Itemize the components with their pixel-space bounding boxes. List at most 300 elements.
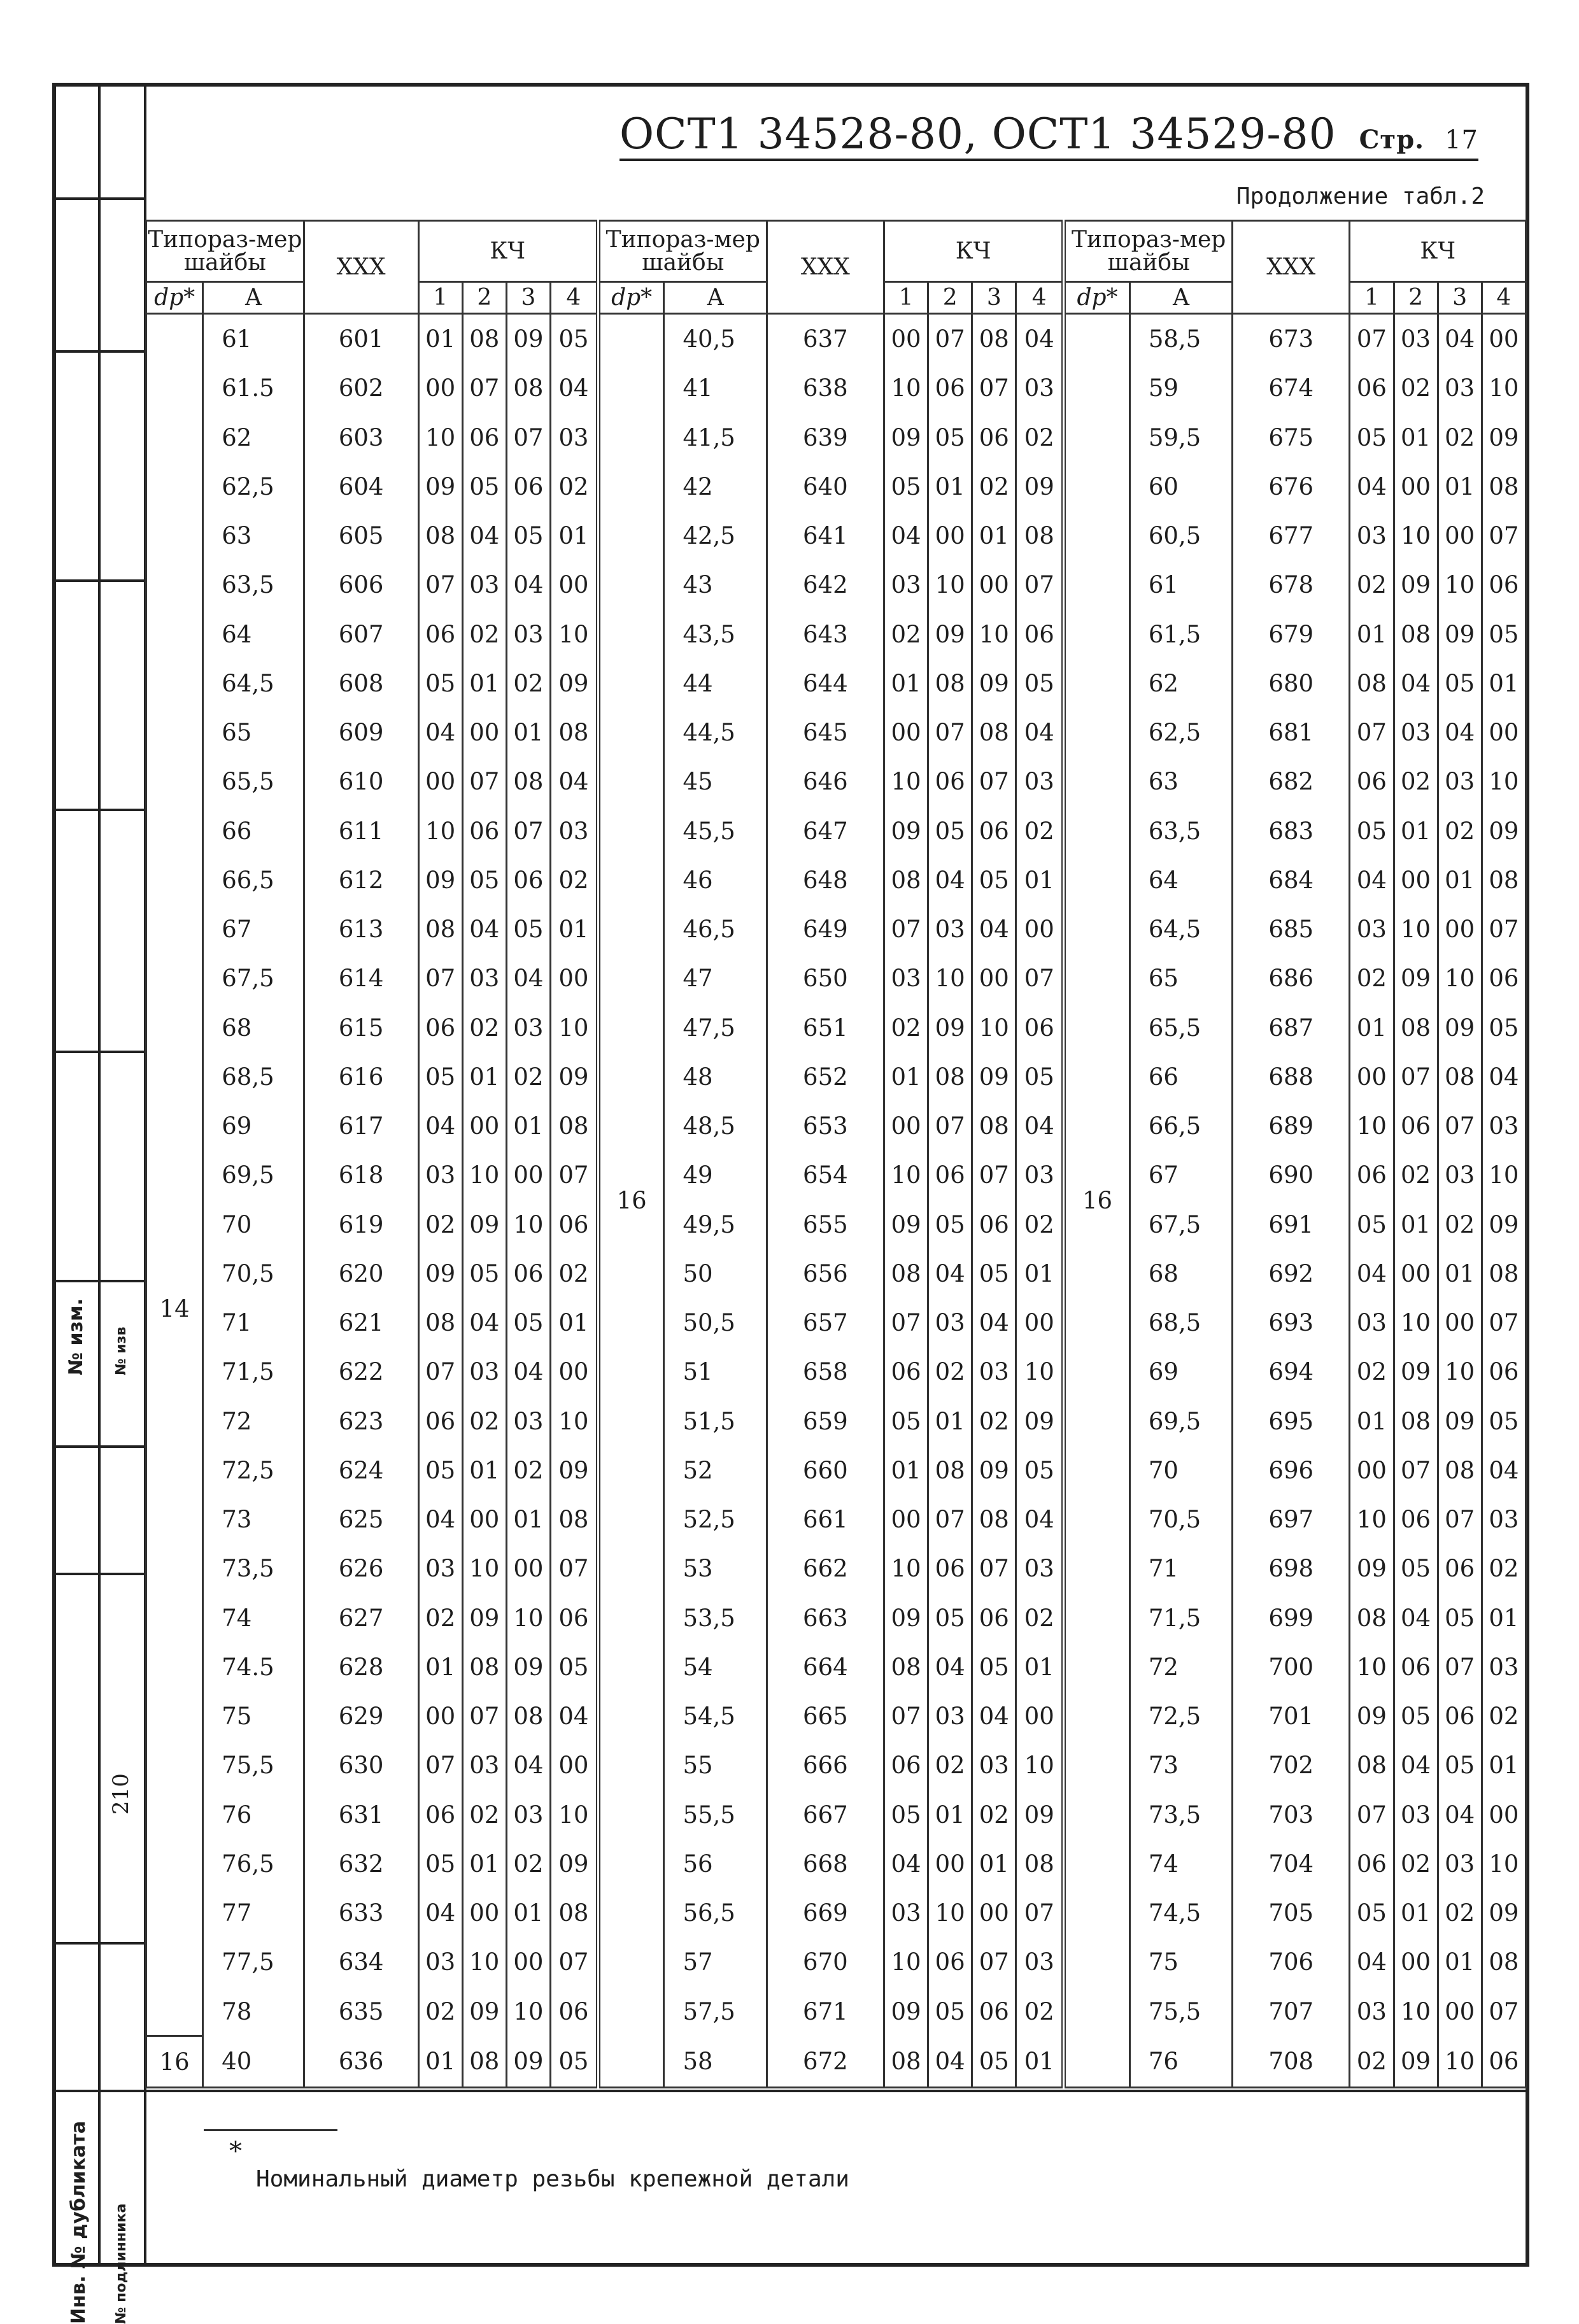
xxx-value: 700 (1233, 1643, 1350, 1692)
a-value: 48 (664, 1052, 767, 1102)
kch1-value: 01 (418, 1643, 462, 1692)
kch2-value: 09 (462, 1987, 506, 2036)
kch2-value: 07 (1394, 1052, 1438, 1102)
kch2-value: 07 (928, 314, 972, 364)
kch3-value: 07 (972, 1151, 1016, 1200)
kch4-value: 03 (550, 807, 598, 856)
kch4-value: 04 (550, 757, 598, 806)
kch4-value: 06 (1016, 1003, 1064, 1052)
kch2-value: 06 (928, 1544, 972, 1593)
kch4-value: 04 (550, 364, 598, 413)
a-value: 43 (664, 560, 767, 609)
table-row (146, 1692, 1526, 1741)
xxx-value: 701 (1233, 1692, 1350, 1741)
a-value: 74 (1129, 1839, 1232, 1888)
kch3-value: 07 (972, 1938, 1016, 1987)
kch2-value: 10 (462, 1151, 506, 1200)
kch1-value: 10 (418, 807, 462, 856)
table-row (146, 807, 1526, 856)
strip-divider (98, 83, 101, 2267)
page-number: 17 (1445, 125, 1478, 155)
kch3-value: 05 (972, 856, 1016, 905)
table-row (146, 1495, 1526, 1544)
kch4-value: 06 (1482, 954, 1526, 1003)
a-value: 66 (203, 807, 304, 856)
a-value: 61,5 (1129, 610, 1232, 659)
a-value: 75 (203, 1692, 304, 1741)
col-header-size: Типораз-мер шайбы (146, 221, 304, 282)
kch3-value: 02 (972, 462, 1016, 511)
kch3-value: 03 (1438, 1839, 1482, 1888)
xxx-value: 688 (1233, 1052, 1350, 1102)
kch1-value: 01 (418, 314, 462, 364)
kch1-value: 05 (884, 1397, 928, 1446)
kch4-value: 09 (550, 659, 598, 708)
xxx-value: 703 (1233, 1790, 1350, 1839)
kch3-value: 07 (972, 757, 1016, 806)
kch2-value: 09 (462, 1594, 506, 1643)
kch4-value: 03 (550, 413, 598, 462)
strip-label-inv-dubl: Инв. № дубликата (67, 2120, 90, 2324)
kch4-value: 04 (1482, 1052, 1526, 1102)
kch1-value: 05 (418, 1052, 462, 1102)
kch3-value: 00 (1438, 511, 1482, 560)
a-value: 69,5 (203, 1151, 304, 1200)
kch2-value: 06 (462, 807, 506, 856)
kch2-value: 08 (928, 659, 972, 708)
kch2-value: 04 (928, 856, 972, 905)
kch1-value: 01 (1350, 1397, 1394, 1446)
kch3-value: 06 (506, 1249, 550, 1298)
kch2-value: 10 (1394, 1987, 1438, 2036)
kch3-value: 07 (506, 413, 550, 462)
kch3-value: 10 (1438, 2036, 1482, 2088)
kch4-value: 08 (1016, 511, 1064, 560)
a-value: 67 (1129, 1151, 1232, 1200)
xxx-value: 636 (304, 2036, 418, 2088)
kch1-value: 10 (418, 413, 462, 462)
xxx-value: 670 (767, 1938, 884, 1987)
col-header-k4: 4 (1016, 282, 1064, 314)
kch3-value: 05 (972, 1643, 1016, 1692)
kch1-value: 09 (1350, 1692, 1394, 1741)
kch2-value: 05 (462, 856, 506, 905)
kch1-value: 06 (418, 1790, 462, 1839)
xxx-value: 662 (767, 1544, 884, 1593)
kch4-value: 00 (550, 1741, 598, 1790)
a-value: 73 (1129, 1741, 1232, 1790)
strip-rule (52, 1573, 146, 1575)
xxx-value: 606 (304, 560, 418, 609)
a-value: 65 (1129, 954, 1232, 1003)
a-value: 50,5 (664, 1298, 767, 1347)
kch2-value: 03 (928, 1298, 972, 1347)
kch2-value: 09 (1394, 954, 1438, 1003)
kch2-value: 06 (928, 1938, 972, 1987)
kch4-value: 10 (1482, 1151, 1526, 1200)
kch3-value: 03 (972, 1347, 1016, 1396)
kch3-value: 08 (972, 1495, 1016, 1544)
kch2-value: 00 (1394, 1249, 1438, 1298)
a-value: 65,5 (1129, 1003, 1232, 1052)
a-value: 70 (1129, 1446, 1232, 1495)
xxx-value: 704 (1233, 1839, 1350, 1888)
kch2-value: 01 (1394, 807, 1438, 856)
kch3-value: 08 (1438, 1446, 1482, 1495)
kch4-value: 07 (1482, 905, 1526, 954)
col-header-size: Типораз-мер шайбы (598, 221, 767, 282)
a-value: 75 (1129, 1938, 1232, 1987)
kch2-value: 05 (1394, 1692, 1438, 1741)
kch2-value: 07 (462, 1692, 506, 1741)
xxx-value: 659 (767, 1397, 884, 1446)
xxx-value: 656 (767, 1249, 884, 1298)
kch2-value: 03 (462, 1347, 506, 1396)
kch1-value: 03 (1350, 1298, 1394, 1347)
kch4-value: 03 (1482, 1102, 1526, 1151)
kch1-value: 04 (884, 1839, 928, 1888)
kch2-value: 04 (462, 905, 506, 954)
kch2-value: 00 (1394, 462, 1438, 511)
a-value: 52,5 (664, 1495, 767, 1544)
xxx-value: 601 (304, 314, 418, 364)
xxx-value: 695 (1233, 1397, 1350, 1446)
table-row (146, 1397, 1526, 1446)
kch1-value: 05 (884, 462, 928, 511)
kch1-value: 10 (884, 1938, 928, 1987)
kch1-value: 07 (884, 1298, 928, 1347)
strip-label-izv: № изв (113, 1326, 129, 1375)
kch3-value: 04 (1438, 1790, 1482, 1839)
a-value: 62,5 (203, 462, 304, 511)
table-row (146, 1052, 1526, 1102)
kch1-value: 08 (884, 1643, 928, 1692)
kch4-value: 00 (550, 560, 598, 609)
kch3-value: 09 (1438, 610, 1482, 659)
kch4-value: 04 (1016, 314, 1064, 364)
a-value: 71,5 (203, 1347, 304, 1396)
xxx-value: 677 (1233, 511, 1350, 560)
kch4-value: 09 (550, 1839, 598, 1888)
kch1-value: 07 (1350, 1790, 1394, 1839)
kch2-value: 04 (462, 511, 506, 560)
kch1-value: 04 (1350, 462, 1394, 511)
xxx-value: 630 (304, 1741, 418, 1790)
col-header-dp: dр* (598, 282, 664, 314)
xxx-value: 654 (767, 1151, 884, 1200)
kch2-value: 05 (928, 413, 972, 462)
kch1-value: 02 (418, 1594, 462, 1643)
kch2-value: 00 (462, 1495, 506, 1544)
xxx-value: 671 (767, 1987, 884, 2036)
kch2-value: 04 (462, 1298, 506, 1347)
a-value: 54 (664, 1643, 767, 1692)
a-value: 45 (664, 757, 767, 806)
table-row (146, 462, 1526, 511)
kch3-value: 00 (972, 954, 1016, 1003)
kch1-value: 01 (418, 2036, 462, 2088)
kch1-value: 04 (884, 511, 928, 560)
kch4-value: 10 (1482, 757, 1526, 806)
a-value: 47,5 (664, 1003, 767, 1052)
table-row (146, 2036, 1526, 2088)
kch3-value: 04 (1438, 708, 1482, 757)
xxx-value: 602 (304, 364, 418, 413)
a-value: 67 (203, 905, 304, 954)
xxx-value: 665 (767, 1692, 884, 1741)
xxx-value: 641 (767, 511, 884, 560)
kch2-value: 04 (928, 1249, 972, 1298)
kch1-value: 10 (1350, 1643, 1394, 1692)
kch4-value: 01 (550, 1298, 598, 1347)
xxx-value: 680 (1233, 659, 1350, 708)
kch1-value: 06 (884, 1347, 928, 1396)
table-row (146, 1446, 1526, 1495)
kch3-value: 02 (1438, 1888, 1482, 1938)
kch3-value: 03 (506, 1397, 550, 1446)
kch3-value: 06 (1438, 1692, 1482, 1741)
kch3-value: 04 (506, 560, 550, 609)
kch1-value: 10 (884, 757, 928, 806)
table-row (146, 1938, 1526, 1987)
kch1-value: 08 (418, 1298, 462, 1347)
a-value: 65,5 (203, 757, 304, 806)
table-row (146, 1298, 1526, 1347)
kch3-value: 01 (1438, 1249, 1482, 1298)
kch1-value: 02 (1350, 1347, 1394, 1396)
a-value: 64,5 (1129, 905, 1232, 954)
kch4-value: 02 (1016, 413, 1064, 462)
a-value: 59,5 (1129, 413, 1232, 462)
kch3-value: 07 (1438, 1643, 1482, 1692)
a-value: 49,5 (664, 1200, 767, 1249)
kch4-value: 00 (1016, 1692, 1064, 1741)
kch4-value: 10 (550, 610, 598, 659)
kch2-value: 01 (462, 659, 506, 708)
kch2-value: 03 (928, 1692, 972, 1741)
col-header-k2: 2 (462, 282, 506, 314)
kch3-value: 06 (972, 1987, 1016, 2036)
kch3-value: 05 (506, 511, 550, 560)
kch3-value: 08 (972, 1102, 1016, 1151)
kch1-value: 04 (418, 1495, 462, 1544)
table-row (146, 314, 1526, 364)
kch4-value: 08 (1482, 462, 1526, 511)
kch2-value: 02 (1394, 1839, 1438, 1888)
a-value: 72 (1129, 1643, 1232, 1692)
kch3-value: 00 (506, 1544, 550, 1593)
kch1-value: 08 (884, 2036, 928, 2088)
kch1-value: 05 (418, 1446, 462, 1495)
kch3-value: 06 (972, 1200, 1016, 1249)
a-value: 55 (664, 1741, 767, 1790)
kch2-value: 02 (462, 1003, 506, 1052)
continuation-label: Продолжение табл.2 (1236, 183, 1485, 209)
kch4-value: 07 (550, 1151, 598, 1200)
kch4-value: 02 (1016, 1200, 1064, 1249)
a-value: 56,5 (664, 1888, 767, 1938)
xxx-value: 648 (767, 856, 884, 905)
table-row (146, 413, 1526, 462)
xxx-value: 702 (1233, 1741, 1350, 1790)
kch4-value: 05 (1016, 1446, 1064, 1495)
dp-label-cell: 16 (1064, 314, 1130, 2088)
xxx-value: 699 (1233, 1594, 1350, 1643)
kch2-value: 09 (928, 610, 972, 659)
kch1-value: 07 (418, 954, 462, 1003)
xxx-value: 698 (1233, 1544, 1350, 1593)
kch3-value: 04 (506, 1741, 550, 1790)
xxx-value: 614 (304, 954, 418, 1003)
kch2-value: 01 (462, 1446, 506, 1495)
kch4-value: 07 (1482, 1298, 1526, 1347)
xxx-value: 622 (304, 1347, 418, 1396)
kch2-value: 00 (1394, 856, 1438, 905)
kch4-value: 02 (1016, 807, 1064, 856)
kch4-value: 08 (550, 1495, 598, 1544)
kch4-value: 01 (1482, 659, 1526, 708)
kch3-value: 07 (972, 364, 1016, 413)
kch2-value: 09 (1394, 560, 1438, 609)
xxx-value: 652 (767, 1052, 884, 1102)
a-value: 68 (203, 1003, 304, 1052)
xxx-value: 693 (1233, 1298, 1350, 1347)
dp-label-cell: 16 (598, 314, 664, 2088)
kch1-value: 00 (1350, 1052, 1394, 1102)
kch4-value: 04 (1016, 1495, 1064, 1544)
kch1-value: 07 (884, 1692, 928, 1741)
kch4-value: 03 (1482, 1495, 1526, 1544)
kch4-value: 09 (550, 1446, 598, 1495)
kch3-value: 01 (1438, 856, 1482, 905)
xxx-value: 690 (1233, 1151, 1350, 1200)
kch3-value: 06 (506, 462, 550, 511)
xxx-value: 610 (304, 757, 418, 806)
kch1-value: 06 (418, 1003, 462, 1052)
strip-rule (52, 350, 146, 353)
kch3-value: 04 (506, 1347, 550, 1396)
kch1-value: 09 (884, 1200, 928, 1249)
kch4-value: 08 (550, 1102, 598, 1151)
kch1-value: 01 (884, 659, 928, 708)
kch1-value: 03 (418, 1938, 462, 1987)
a-value: 74.5 (203, 1643, 304, 1692)
xxx-value: 621 (304, 1298, 418, 1347)
a-value: 72,5 (1129, 1692, 1232, 1741)
kch3-value: 00 (1438, 905, 1482, 954)
kch1-value: 04 (418, 1102, 462, 1151)
footnote-text: Номинальный диаметр резьбы крепежной детали (256, 2166, 849, 2192)
kch2-value: 03 (1394, 314, 1438, 364)
a-value: 71 (1129, 1544, 1232, 1593)
kch3-value: 01 (1438, 462, 1482, 511)
kch3-value: 00 (1438, 1987, 1482, 2036)
kch3-value: 03 (1438, 364, 1482, 413)
kch3-value: 02 (506, 659, 550, 708)
kch2-value: 08 (462, 314, 506, 364)
kch3-value: 10 (972, 1003, 1016, 1052)
a-value: 52 (664, 1446, 767, 1495)
a-value: 62,5 (1129, 708, 1232, 757)
header-underline (620, 159, 1478, 161)
a-value: 60,5 (1129, 511, 1232, 560)
kch4-value: 01 (1016, 2036, 1064, 2088)
kch4-value: 08 (1482, 1249, 1526, 1298)
kch1-value: 06 (418, 1397, 462, 1446)
kch2-value: 01 (462, 1052, 506, 1102)
kch2-value: 03 (1394, 1790, 1438, 1839)
kch1-value: 07 (1350, 708, 1394, 757)
kch3-value: 05 (506, 1298, 550, 1347)
kch1-value: 02 (1350, 2036, 1394, 2088)
kch3-value: 04 (506, 954, 550, 1003)
kch3-value: 10 (506, 1200, 550, 1249)
kch4-value: 09 (550, 1052, 598, 1102)
a-value: 60 (1129, 462, 1232, 511)
kch2-value: 01 (462, 1839, 506, 1888)
xxx-value: 674 (1233, 364, 1350, 413)
kch1-value: 02 (1350, 560, 1394, 609)
kch2-value: 08 (928, 1446, 972, 1495)
kch2-value: 02 (928, 1347, 972, 1396)
kch2-value: 08 (462, 1643, 506, 1692)
kch3-value: 02 (1438, 807, 1482, 856)
kch1-value: 05 (1350, 807, 1394, 856)
kch1-value: 02 (418, 1200, 462, 1249)
kch4-value: 01 (550, 905, 598, 954)
kch4-value: 07 (550, 1938, 598, 1987)
xxx-value: 706 (1233, 1938, 1350, 1987)
kch2-value: 05 (928, 1594, 972, 1643)
kch1-value: 07 (418, 1741, 462, 1790)
a-value: 76,5 (203, 1839, 304, 1888)
kch1-value: 00 (418, 1692, 462, 1741)
kch2-value: 10 (1394, 905, 1438, 954)
col-header-k2: 2 (1394, 282, 1438, 314)
kch2-value: 01 (928, 462, 972, 511)
table-row (146, 560, 1526, 609)
xxx-value: 658 (767, 1347, 884, 1396)
xxx-value: 668 (767, 1839, 884, 1888)
col-header-k1: 1 (1350, 282, 1394, 314)
xxx-value: 646 (767, 757, 884, 806)
kch4-value: 05 (1016, 659, 1064, 708)
xxx-value: 609 (304, 708, 418, 757)
table-row (146, 1643, 1526, 1692)
dp-label-cell: 14 (146, 314, 203, 2036)
kch2-value: 07 (928, 708, 972, 757)
kch4-value: 03 (1016, 364, 1064, 413)
kch3-value: 01 (1438, 1938, 1482, 1987)
col-header-k1: 1 (418, 282, 462, 314)
a-value: 66,5 (1129, 1102, 1232, 1151)
kch1-value: 06 (418, 610, 462, 659)
kch1-value: 00 (884, 1102, 928, 1151)
kch2-value: 06 (1394, 1102, 1438, 1151)
xxx-value: 681 (1233, 708, 1350, 757)
kch1-value: 06 (1350, 757, 1394, 806)
a-value: 55,5 (664, 1790, 767, 1839)
footnote-mark: * (229, 2137, 242, 2166)
kch1-value: 03 (1350, 1987, 1394, 2036)
xxx-value: 694 (1233, 1347, 1350, 1396)
kch4-value: 04 (1016, 708, 1064, 757)
kch4-value: 09 (1482, 1200, 1526, 1249)
left-side-strip (52, 83, 146, 2324)
kch1-value: 00 (418, 757, 462, 806)
kch1-value: 06 (1350, 364, 1394, 413)
kch3-value: 00 (506, 1151, 550, 1200)
